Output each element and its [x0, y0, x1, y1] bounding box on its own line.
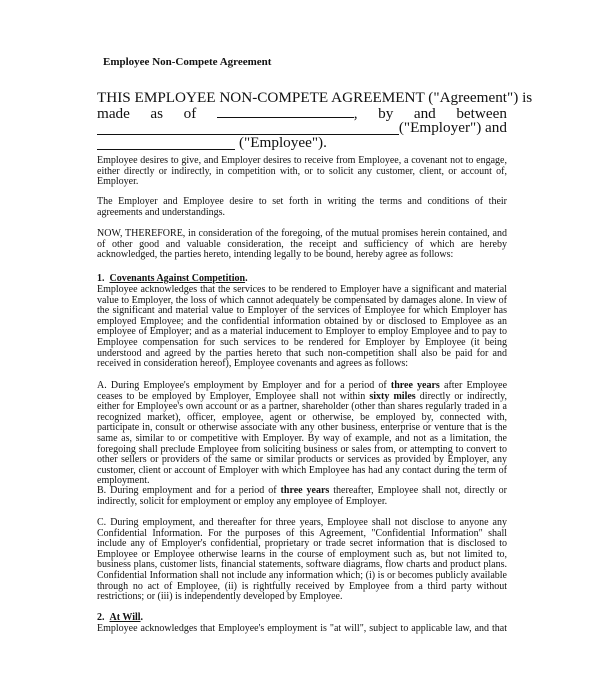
section-number: 2. — [97, 612, 105, 623]
clause-c: C. During employment, and thereafter for three years, Employee shall not disclose to anyone any Confidential Information. For the purposes of this Agreement, "Confidential Information" shall include any of Employer's confidential, proprietary or trade secret information that is disclosed to Employee or Employee otherwise learns in the course of employment such as, but not limited to, business plans, customer lists, financial statements, software diagrams, flow charts and product plans. Confidential Information shall not include any information which; (i) is or becomes publicly available through no act of Employee, (ii) is rightfully received by Employee from a third party without restrictions; or (iii) is independently developed by Employee. — [97, 517, 507, 603]
employer-label: ("Employer") and — [398, 119, 507, 136]
section-number: 1. — [97, 273, 105, 284]
paragraph: The Employer and Employee desire to set forth in writing the terms and conditions of their agreements and understandings. — [97, 196, 507, 218]
clause-text: A. During Employee's employment by Employer and for a period of — [97, 380, 391, 391]
intro-word: made — [97, 105, 130, 122]
section-1-heading: 1. Covenants Against Competition. — [97, 273, 248, 284]
employee-blank-field[interactable] — [97, 137, 235, 150]
clause-emphasis: sixty miles — [369, 390, 416, 402]
section-1-body: Employee acknowledges that the services to be rendered to Employer have a significant and material value to Employer, the loss of which cannot adequately be compensated by damages alone. In view of the significant and material value to Employer of the services of Employee for which Employer has employed Employee; and the confidential information obtained by or disclosed to Employee as an employee of Employer; and as a material inducement to Employer to employ Employee and to pay to Employee compensation for such services to be rendered for Employer by Employee (it being understood and agreed by the parties hereto that such non-competition shall also be paid for and received in consideration hereof), Employee covenants and agrees as follows: — [97, 284, 507, 370]
intro-line-1 — [97, 89, 533, 106]
clause-emphasis: three years — [280, 485, 330, 496]
intro-text: THIS EMPLOYEE NON-COMPETE AGREEMENT ("Agreement") is — [97, 89, 533, 106]
paragraph: NOW, THEREFORE, in consideration of the foregoing, of the mutual promises herein contained, and of other good and valuable consideration, the receipt and sufficiency of which are hereby acknowledged, the parties hereto, intending legally to be bound, hereby agree as follows: — [97, 228, 507, 261]
intro-word: and — [413, 105, 436, 122]
document-title: Employee Non-Compete Agreement — [103, 56, 272, 68]
intro-word: of — [183, 105, 197, 122]
employee-label: ("Employee"). — [239, 134, 327, 151]
paragraph: Employee desires to give, and Employer desires to receive from Employee, a covenant not to engage, either directly or indirectly, in competition with, or to solicit any customer, client, or account of, Employer. — [97, 155, 507, 188]
intro-word: as — [150, 105, 164, 122]
intro-line-3 — [97, 120, 507, 135]
intro-word: , — [353, 105, 358, 122]
clause-text: thereafter, Employee shall not, directly or indirectly, solicit for employment or employ any employee of Employer. — [97, 485, 508, 507]
date-blank-field[interactable] — [217, 105, 354, 118]
clause-b — [97, 486, 507, 507]
clause-emphasis: three years — [390, 380, 440, 391]
clause-text: after Employee ceases to be employed by Employer, Employee shall not within — [97, 380, 508, 402]
intro-line-4 — [97, 135, 507, 150]
section-title: At Will — [109, 612, 141, 623]
intro-word: by — [378, 105, 394, 122]
section-2-heading: 2. At Will. — [97, 612, 144, 623]
section-2-body: Employee acknowledges that Employee's employment is "at will", subject to applicable law, and that — [97, 623, 507, 634]
clause-text: directly or indirectly, either for Employee's own account or as a partner, shareholder (other than shares regularly traded in a recognized market), officer, employee, agent or otherwise, be employed by, connected with, participate in, consult or otherwise associate with any other business, enterprise or venture that is the same as, similar to or competitive with Employer. By way of example, and not as a limitation, the foregoing shall preclude Employee from soliciting business or sales from, or attempting to convert to other sellers or providers of the same or similar products or services as provided by Employer, any customer, client or account of Employer with which Employee has had any contact during the term of employment. — [97, 390, 508, 487]
section-title: Covenants Against Competition — [109, 273, 246, 284]
intro-word: between — [456, 105, 507, 122]
clause-a — [97, 381, 507, 487]
clause-text: B. During employment and for a period of — [97, 485, 281, 496]
